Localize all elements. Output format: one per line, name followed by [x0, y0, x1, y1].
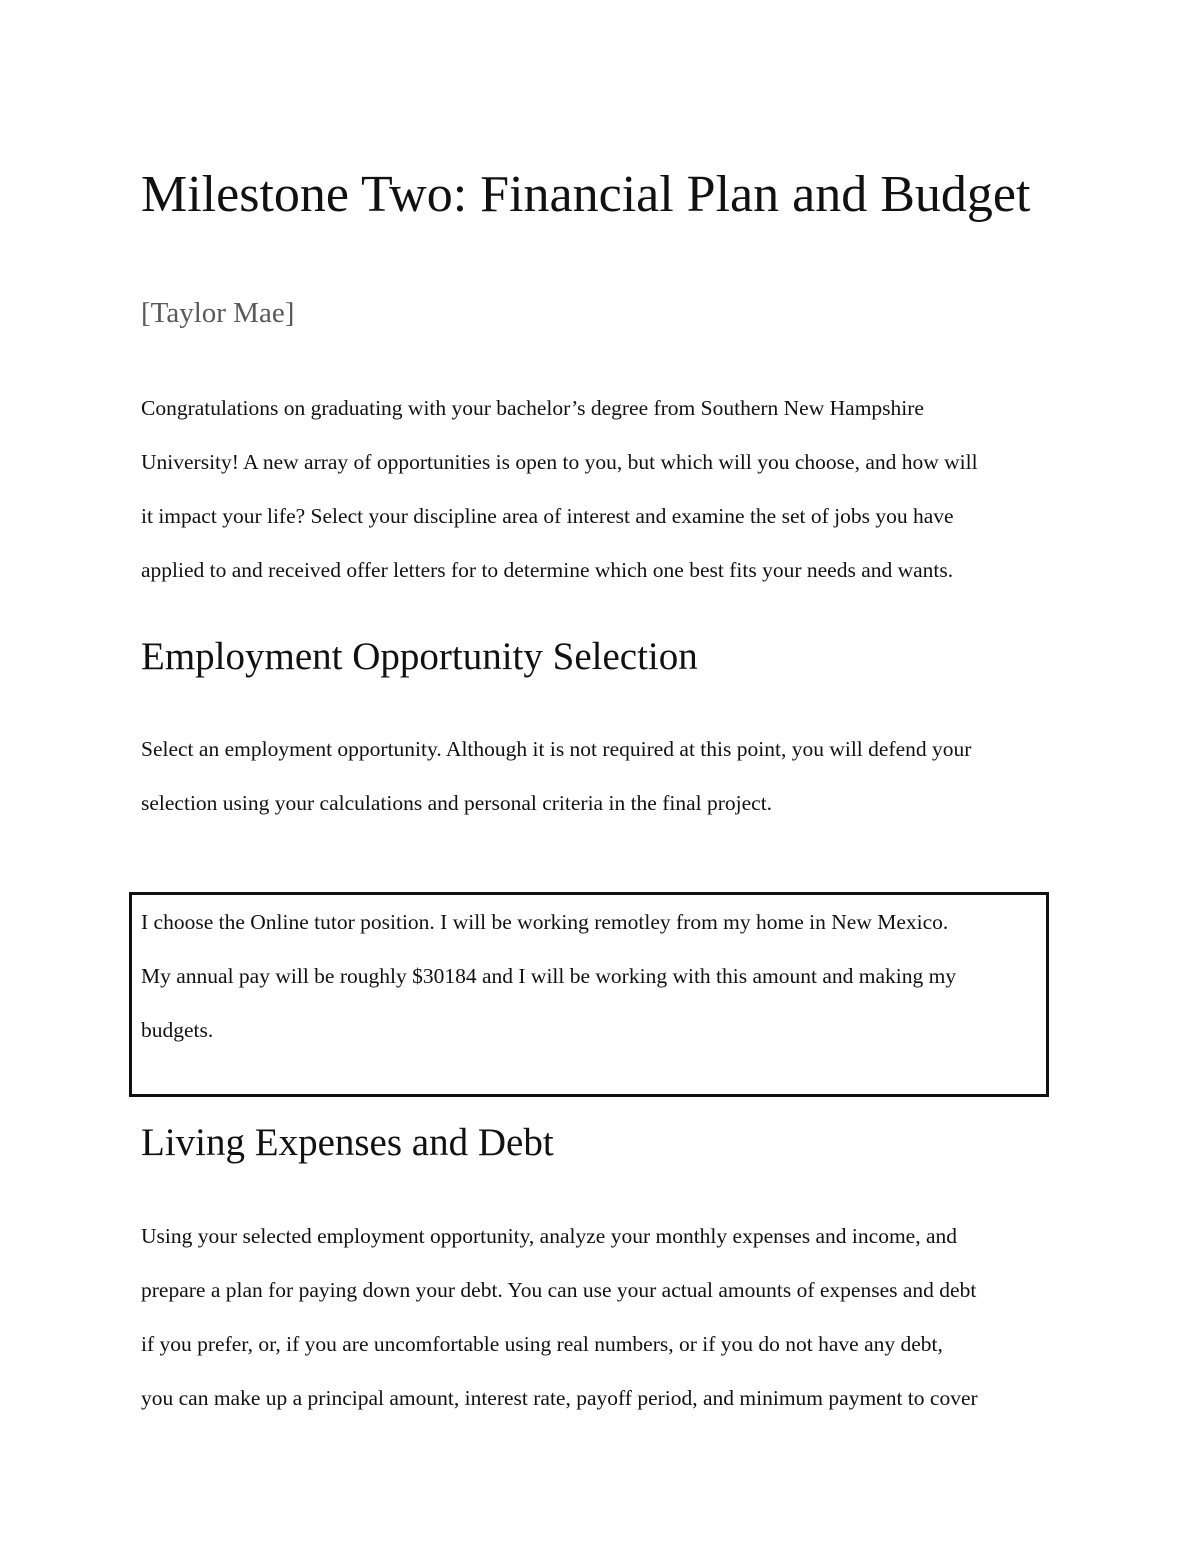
intro-line-4: applied to and received offer letters for to determine which one best fits your needs and wants. [141, 558, 954, 582]
answer-line-3: budgets. [141, 1018, 214, 1042]
answer-line-2: My annual pay will be roughly $30184 and I will be working with this amount and making my [141, 964, 957, 988]
answer-text [141, 895, 956, 1057]
intro-line-2: University! A new array of opportunities is open to you, but which will you choose, and how will [141, 450, 978, 474]
employment-instruction-line-1: Select an employment opportunity. Although it is not required at this point, you will defend your [141, 737, 972, 761]
intro-paragraph [141, 381, 1081, 597]
employment-instructions [141, 722, 1081, 830]
living-instruction-line-4: you can make up a principal amount, interest rate, payoff period, and minimum payment to cover [141, 1386, 978, 1410]
living-expenses-instructions [141, 1209, 1081, 1425]
intro-line-1: Congratulations on graduating with your bachelor’s degree from Southern New Hampshire [141, 396, 924, 420]
answer-line-1: I choose the Online tutor position. I will be working remotley from my home in New Mexico. [141, 910, 949, 934]
section-heading-employment: Employment Opportunity Selection [141, 635, 698, 678]
document-title: Milestone Two: Financial Plan and Budget [141, 166, 1031, 223]
employment-instruction-line-2: selection using your calculations and personal criteria in the final project. [141, 791, 773, 815]
living-instruction-line-3: if you prefer, or, if you are uncomfortable using real numbers, or if you do not have any debt, [141, 1332, 943, 1356]
living-instruction-line-1: Using your selected employment opportunity, analyze your monthly expenses and income, and [141, 1224, 958, 1248]
author-name: [Taylor Mae] [141, 297, 295, 329]
intro-line-3: it impact your life? Select your discipline area of interest and examine the set of jobs you have [141, 504, 954, 528]
living-instruction-line-2: prepare a plan for paying down your debt. You can use your actual amounts of expenses and debt [141, 1278, 977, 1302]
section-heading-living-expenses: Living Expenses and Debt [141, 1121, 554, 1164]
answer-box[interactable] [129, 892, 1049, 1097]
